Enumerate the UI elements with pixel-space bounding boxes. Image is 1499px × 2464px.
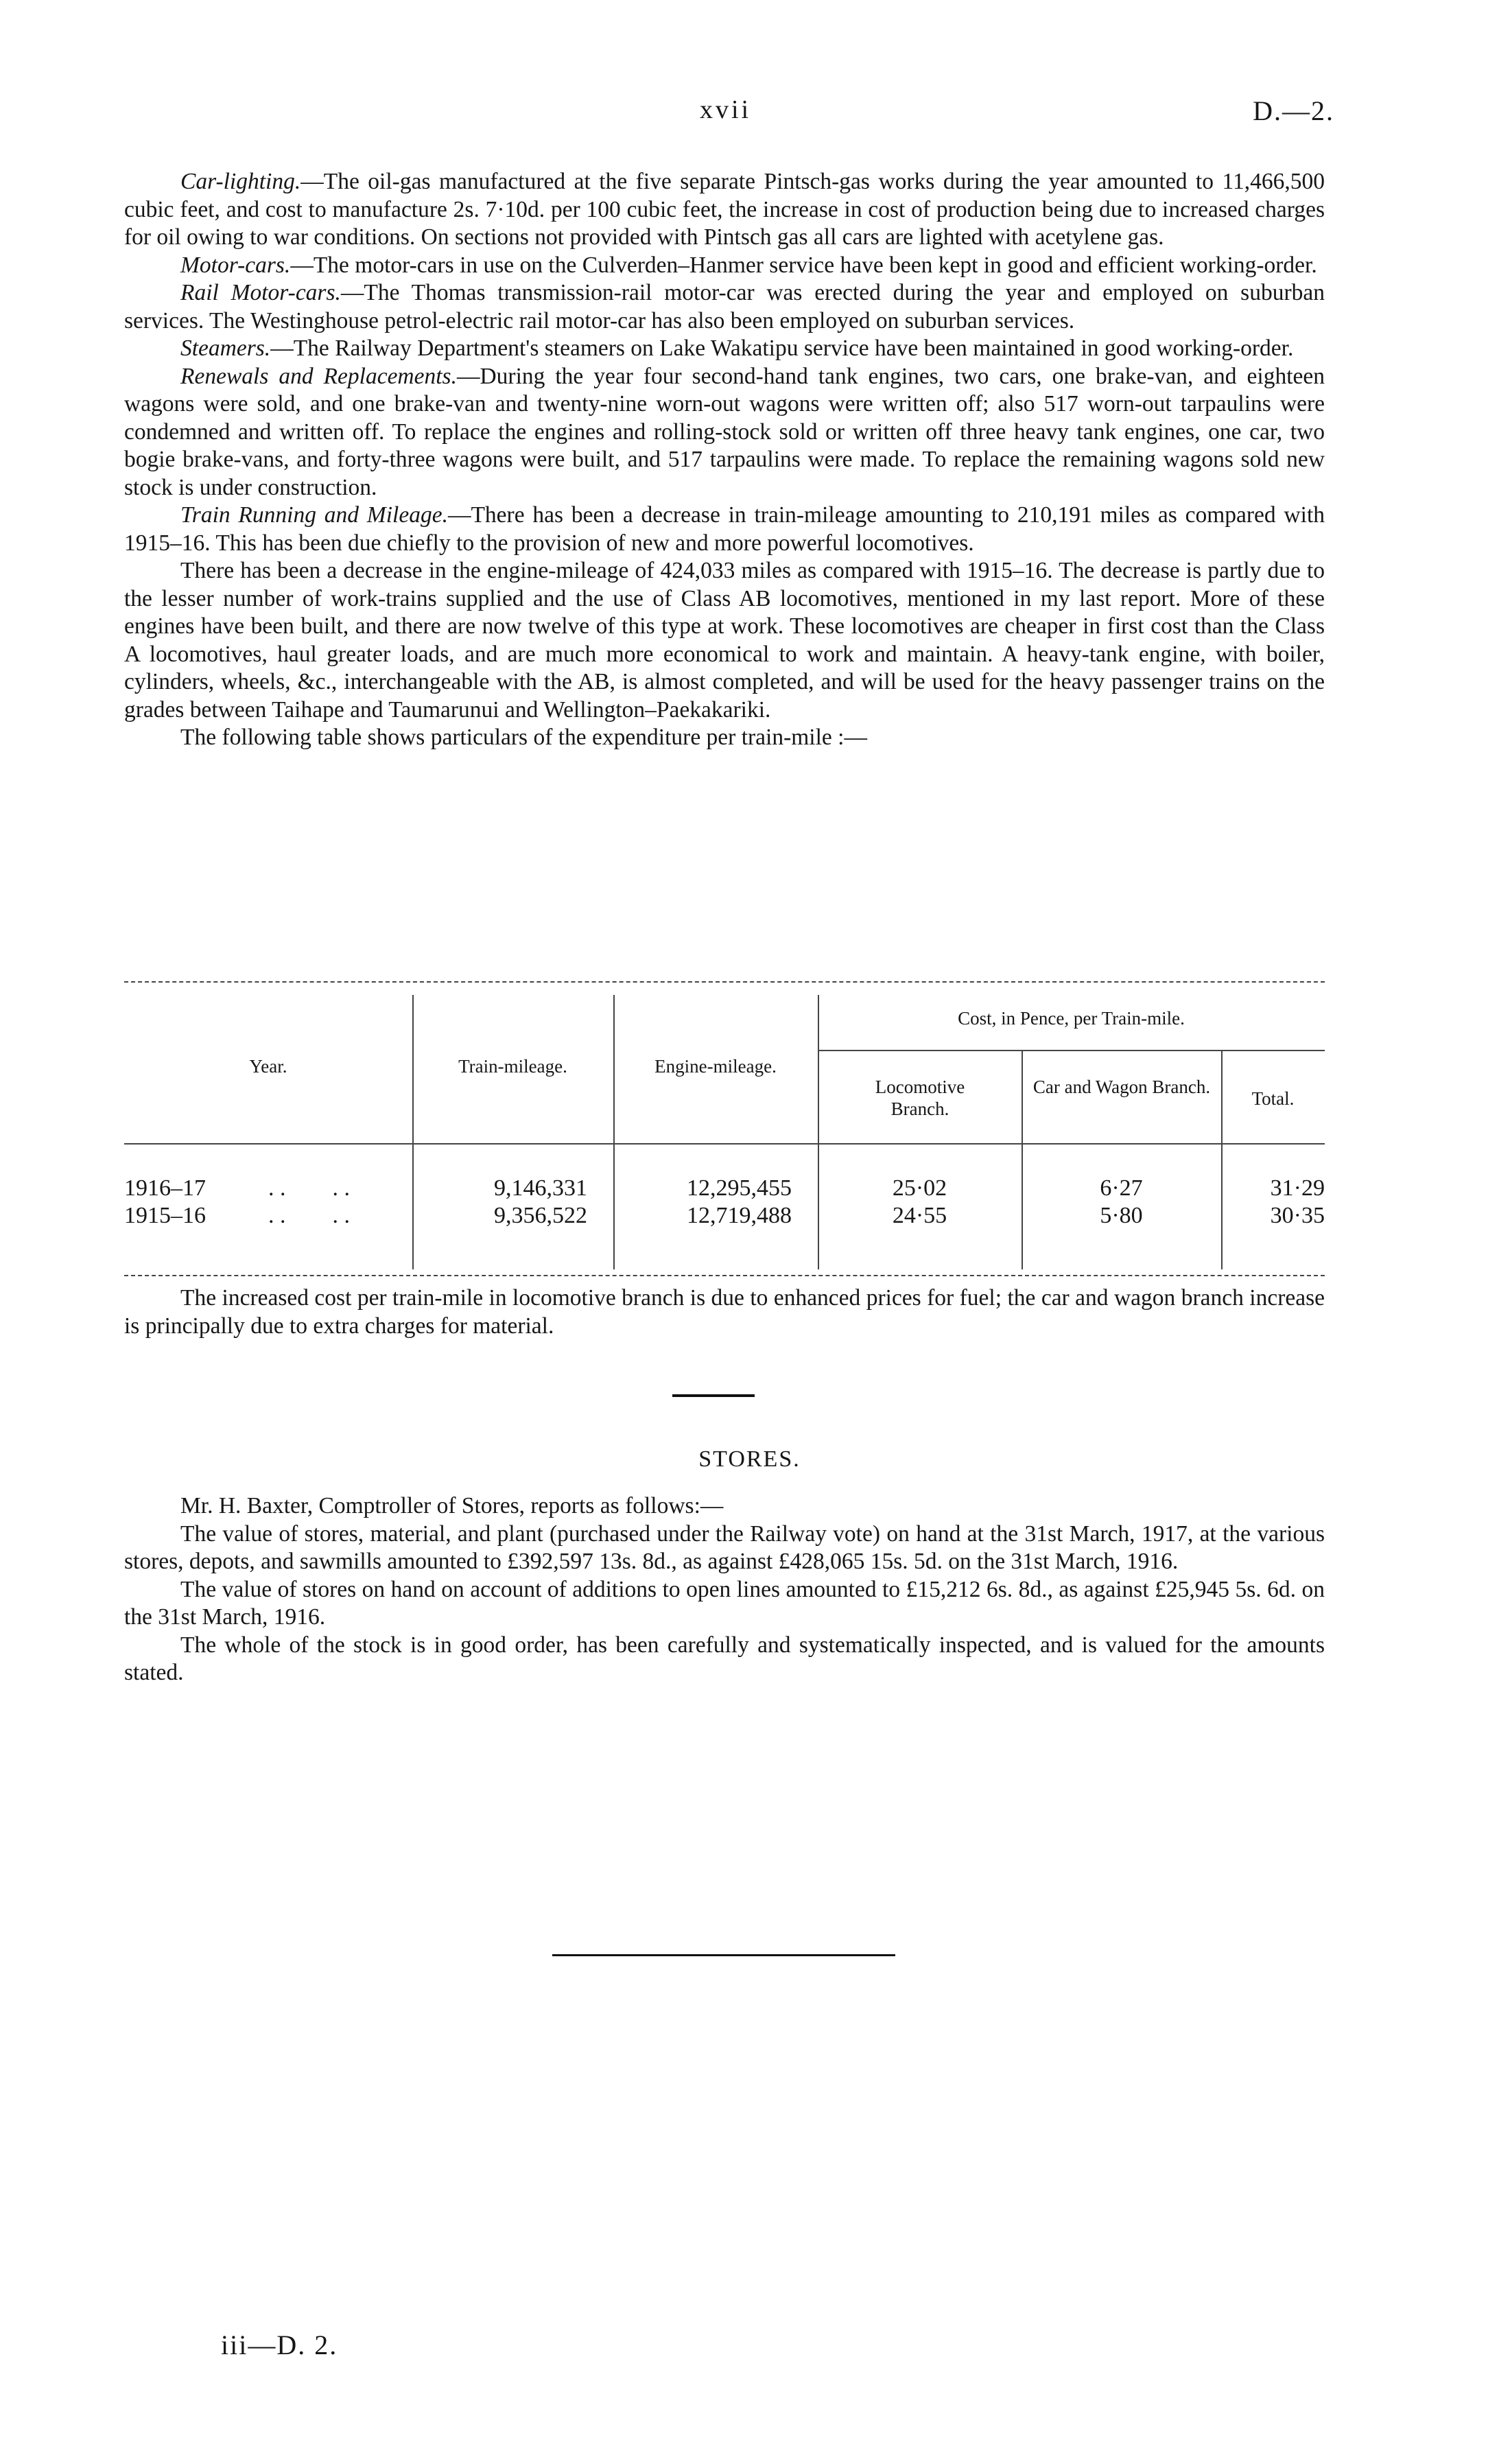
col-header-train-mileage: Train-mileage. [458,1056,567,1077]
after-table-text: The increased cost per train-mile in locomotive branch is due to enhanced prices for fuel; the car and wagon branch increase is principally due to extra charges for material. [124,1285,1325,1339]
paragraph-car-lighting: Car-lighting.—The oil-gas manufactured at the five separate Pintsch-gas works during the year amounted to 11,466,500 cubic feet, and cost to manufacture 2s. 7·10d. per 100 cubic feet, the increase in cost of production being due to increased charges for oil owing to war conditions. On sections not provided with Pintsch gas all cars are lighted with acetylene gas. [124,169,1325,250]
page-footer: iii—D. 2. [221,2330,338,2360]
paragraph-motor-cars: Motor-cars.—The motor-cars in use on the Culverden–Hanmer service have been kept in good and efficient working-order. [180,252,1317,278]
col-header-total: Total. [1251,1088,1295,1109]
stores-heading: STORES. [698,1446,801,1472]
col-header-engine-mileage: Engine-mileage. [654,1056,777,1077]
stores-paragraph: The value of stores on hand on account of additions to open lines amounted to £15,212 6s. 8d., as against £25,945 5s. 6d. on the 31st March, 1916. [124,1576,1325,1630]
document-reference: D.—2. [1253,95,1334,126]
cost-group-rule [818,1050,1325,1051]
col-header-cost-group: Cost, in Pence, per Train-mile. [958,1008,1185,1029]
paragraph-renewals: Renewals and Replacements.—During the year four second-hand tank engines, two cars, one brake-van, and eighteen wagons were sold, and one brake-van and twenty-nine worn-out wagons were written off; also 517 worn-out tarpaulins were condemned and written off. To replace the engines and rolling-stock sold or written off three heavy tank engines, one car, two bogie brake-vans, and forty-three wagons were built, and 517 tarpaulins were made. To replace the remaining wagons sold new stock is under construction. [124,363,1325,500]
header-rule [124,1143,1325,1145]
col-header-year: Year. [249,1056,287,1077]
col-header-car-wagon: Car and Wagon Branch. [1032,1077,1211,1097]
paragraph-rail-motor-cars: Rail Motor-cars.—The Thomas transmission-rail motor-car was erected during the year and employed on suburban services. The Westinghouse petrol-electric rail motor-car has also been employed on suburban services. [124,280,1325,333]
expenditure-table: Year. Train-mileage. Engine-mileage. Cost, in Pence, per Train-mile. Locomotive Branch. Car and Wagon Branch. Total. 1916–17 . . . . 9,146,331 12,295,455 25·02 6·27 31·29 1915–16 . . . . 9,356,522 12,719,488 24·55 5·80 30·35 [124,981,1325,1276]
stores-intro: Mr. H. Baxter, Comptroller of Stores, reports as follows:— [180,1493,724,1518]
paragraph-steamers: Steamers.—The Railway Department's steamers on Lake Wakatipu service have been maintained in good working-order. [180,336,1294,361]
main-text [124,168,1325,752]
paragraph-engine-mileage: There has been a decrease in the engine-mileage of 424,033 miles as compared with 1915–16. The decrease is partly due to the lesser number of work-trains supplied and the use of Class AB locomotives, mentioned in my last report. More of these engines have been built, and there are now twelve of this type at work. These locomotives are cheaper in first cost than the Class A locomotives, haul greater loads, and are much more economical to work and maintain. A heavy-tank engine, with boiler, cylinders, wheels, &c., interchangeable with the AB, is almost completed, and will be used for the heavy passenger trains on the grades between Taihape and Taumarunui and Wellington–Paekakariki. [124,558,1325,723]
end-divider [552,1954,895,1956]
stores-paragraph: The whole of the stock is in good order, has been carefully and systematically inspected, and is valued for the amounts stated. [124,1632,1325,1685]
table-divider [1221,1050,1223,1269]
section-divider [672,1394,755,1397]
paragraph-train-running: Train Running and Mileage.—There has been a decrease in train-mileage amounting to 210,191 miles as compared with 1915–16. This has been due chiefly to the provision of new and more powerful locomotives. [124,502,1325,556]
stores-paragraph: The value of stores, material, and plant (purchased under the Railway vote) on hand at the 31st March, 1917, at the various stores, depots, and sawmills amounted to £392,597 13s. 8d., as against £428,065 15s. 5d. on the 31st March, 1916. [124,1521,1325,1574]
table-top-rule [124,981,1325,983]
table-bottom-rule [124,1275,1325,1276]
table-divider [1022,1050,1023,1269]
col-header-locomotive: Locomotive Branch. [875,1077,965,1119]
paragraph-table-intro: The following table shows particulars of the expenditure per train-mile :— [180,725,867,750]
stores-text [124,1492,1325,1687]
page-number: xvii [700,95,752,124]
